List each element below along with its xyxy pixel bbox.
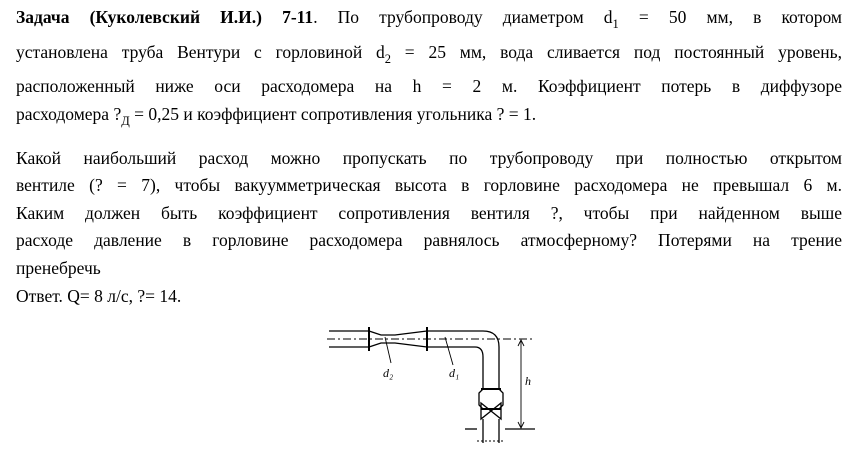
question-line-1: Какой наибольший расход можно пропускать по трубопроводу при полностью открытом	[16, 148, 842, 168]
label-d2: d₂	[383, 366, 394, 380]
label-h: h	[525, 374, 531, 388]
problem-line-2: установлена труба Вентури с горловиной $d_2 = 25$ мм, вода сливается под постоянный уровень,	[16, 42, 842, 66]
question-line-5: пренебречь	[16, 258, 101, 278]
question-line-4: расходе давление в горловине расходомера равнялось атмосферному? Потерями на трение	[16, 230, 842, 250]
problem-line-4: расходомера $?_Д = 0,25$ и коэффициент сопротивления угольника ? = 1.	[16, 104, 537, 128]
answer: Ответ. Q= 8 л/с, ?= 14.	[16, 286, 182, 306]
label-d1: d₁	[449, 366, 460, 380]
venturi-diagram-svg	[325, 323, 555, 463]
problem-line-3: расположенный ниже оси расходомера на h = 2 м. Коэффициент потерь в диффузоре	[16, 76, 842, 96]
problem-line-1: Задача (Куколевский И.И.) 7-11. По трубопроводу диаметром $d_1 = 50$ мм, в котором	[16, 7, 842, 31]
problem-title: Задача (Куколевский И.И.) 7-11	[16, 7, 314, 27]
question-line-2: вентиле (? = 7), чтобы вакуумметрическая высота в горловине расходомера не превышал 6 м.	[16, 175, 842, 195]
question-line-3: Каким должен быть коэффициент сопротивления вентиля ?, чтобы при найденном выше	[16, 203, 842, 223]
venturi-diagram	[325, 323, 555, 463]
